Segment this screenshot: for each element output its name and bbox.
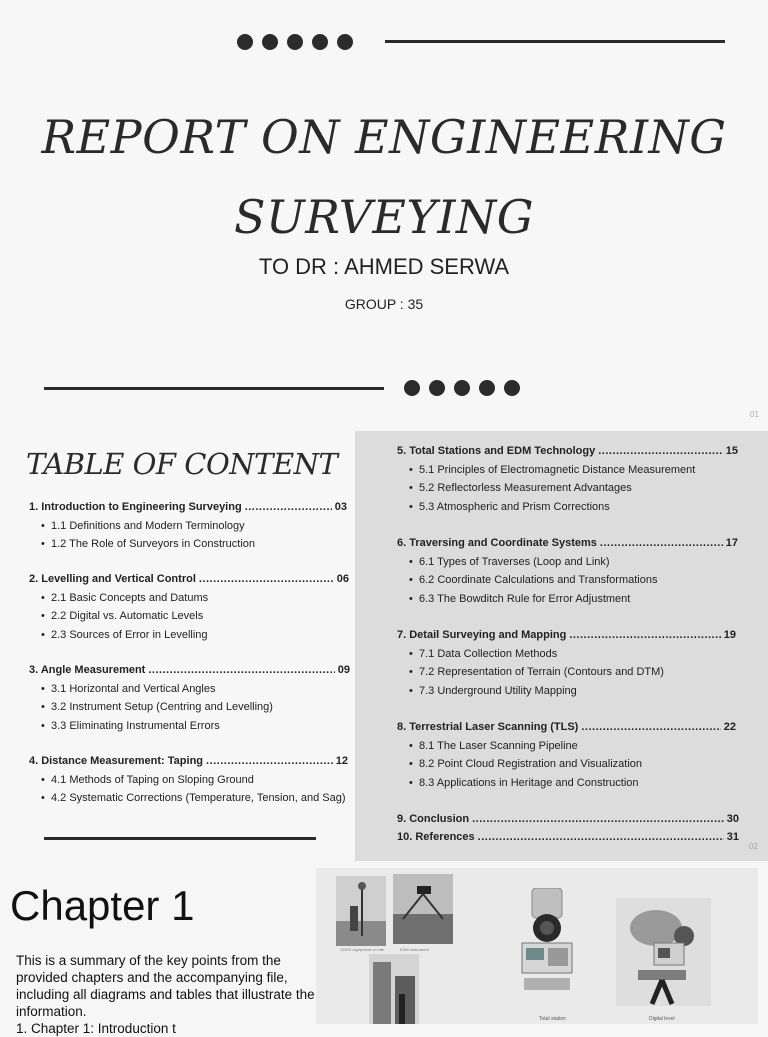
total-station-caption: Total station — [539, 1016, 566, 1022]
toc-subsection: • 6.2 Coordinate Calculations and Transformations — [409, 571, 738, 590]
toc-section-label: 3. Angle Measurement — [29, 664, 146, 676]
toc-section-label: 4. Distance Measurement: Taping — [29, 755, 204, 767]
top-dots-ornament — [237, 34, 353, 50]
chapter-title: Chapter 1 — [10, 882, 195, 929]
digital-level-caption: Digital level — [649, 1016, 675, 1022]
bottom-dots-ornament — [404, 380, 520, 396]
gnss-caption: GNSS equipment on site — [340, 947, 385, 952]
edm-photo — [393, 874, 453, 944]
toc-heading: TABLE OF CONTENT — [26, 447, 338, 481]
toc-page-ref: 22 — [723, 721, 736, 733]
toc-section — [29, 661, 350, 735]
toc-section — [397, 534, 738, 608]
toc-subsection: • 1.2 The Role of Surveyors in Construction — [41, 535, 347, 554]
leader-dots — [598, 442, 723, 461]
toc-section-label: 1. Introduction to Engineering Surveying — [29, 501, 242, 513]
cover-page — [0, 0, 768, 428]
toc-section-label: 9. Conclusion — [397, 813, 470, 825]
bottom-rule — [44, 387, 384, 390]
toc-bottom-rule — [44, 837, 316, 840]
toc-section — [29, 570, 349, 644]
ornament-dot — [237, 34, 253, 50]
toc-page-ref: 31 — [726, 831, 739, 843]
toc-subsection: • 8.3 Applications in Heritage and Construction — [409, 774, 736, 793]
toc-subsection: • 2.1 Basic Concepts and Datums — [41, 589, 349, 608]
group-line: GROUP : 35 — [344, 296, 424, 312]
toc-page-ref: 30 — [726, 813, 739, 825]
instrument-photos-panel — [316, 868, 758, 1024]
toc-section-label: 5. Total Stations and EDM Technology — [397, 445, 596, 457]
toc-subsection: • 5.1 Principles of Electromagnetic Distance Measurement — [409, 461, 738, 480]
toc-section-label: 7. Detail Surveying and Mapping — [397, 629, 567, 641]
toc-subsection: • 7.3 Underground Utility Mapping — [409, 682, 736, 701]
toc-subsection: • 8.2 Point Cloud Registration and Visualization — [409, 755, 736, 774]
toc-section — [397, 626, 736, 700]
leader-dots — [245, 498, 332, 517]
toc-page-ref: 06 — [336, 573, 349, 585]
ornament-dot — [312, 34, 328, 50]
toc-subsection: • 1.1 Definitions and Modern Terminology — [41, 517, 347, 536]
ornament-dot — [287, 34, 303, 50]
toc-page-ref: 15 — [725, 445, 738, 457]
toc-subsection: • 3.3 Eliminating Instrumental Errors — [41, 717, 350, 736]
toc-section — [397, 828, 739, 847]
toc-section-label: 2. Levelling and Vertical Control — [29, 573, 196, 585]
toc-subsection: • 8.1 The Laser Scanning Pipeline — [409, 737, 736, 756]
ornament-dot — [504, 380, 520, 396]
ornament-dot — [454, 380, 470, 396]
leader-dots — [569, 626, 720, 645]
toc-section-label: 10. References — [397, 831, 475, 843]
report-title-line-1: REPORT ON ENGINEERING — [41, 110, 727, 164]
ornament-dot — [479, 380, 495, 396]
toc-subsection: • 4.2 Systematic Corrections (Temperature, Tension, and Sag) — [41, 789, 348, 808]
ornament-dot — [404, 380, 420, 396]
toc-subsection: • 7.1 Data Collection Methods — [409, 645, 736, 664]
leader-dots — [206, 752, 333, 771]
top-rule — [385, 40, 725, 43]
ornament-dot — [337, 34, 353, 50]
toc-subsection: • 2.2 Digital vs. Automatic Levels — [41, 607, 349, 626]
leader-dots — [478, 828, 724, 847]
chapter-summary-cut: 1. Chapter 1: Introduction t — [16, 1021, 176, 1036]
toc-page-ref: 09 — [337, 664, 350, 676]
page-number: 02 — [749, 842, 758, 851]
gnss-photo — [336, 876, 386, 946]
toc-section-label: 8. Terrestrial Laser Scanning (TLS) — [397, 721, 579, 733]
leader-dots — [199, 570, 334, 589]
toc-section-label: 6. Traversing and Coordinate Systems — [397, 537, 597, 549]
toc-section — [397, 442, 738, 516]
toc-subsection: • 3.2 Instrument Setup (Centring and Levelling) — [41, 698, 350, 717]
site-photo — [369, 954, 419, 1024]
toc-section — [29, 752, 348, 808]
edm-caption: EDM instrument — [400, 947, 429, 952]
toc-subsection: • 3.1 Horizontal and Vertical Angles — [41, 680, 350, 699]
toc-page-ref: 19 — [723, 629, 736, 641]
toc-section — [29, 498, 347, 554]
digital-level-photo — [616, 898, 711, 1006]
toc-subsection: • 4.1 Methods of Taping on Sloping Ground — [41, 771, 348, 790]
leader-dots — [600, 534, 723, 553]
toc-subsection: • 6.3 The Bowditch Rule for Error Adjustment — [409, 590, 738, 609]
toc-section — [397, 718, 736, 792]
total-station-photo — [512, 888, 582, 1014]
page-number: 01 — [750, 410, 759, 419]
leader-dots — [581, 718, 720, 737]
report-title-line-2: SURVEYING — [233, 190, 535, 244]
toc-subsection: • 7.2 Representation of Terrain (Contours and DTM) — [409, 663, 736, 682]
toc-page-ref: 17 — [725, 537, 738, 549]
toc-subsection: • 6.1 Types of Traverses (Loop and Link) — [409, 553, 738, 572]
ornament-dot — [429, 380, 445, 396]
ornament-dot — [262, 34, 278, 50]
leader-dots — [148, 661, 334, 680]
toc-section — [397, 810, 739, 829]
toc-subsection: • 5.2 Reflectorless Measurement Advantages — [409, 479, 738, 498]
chapter-summary — [16, 952, 316, 1037]
chapter-summary-text: This is a summary of the key points from the provided chapters and the accompanying file, including all diagrams and tables that illustrate the information. — [16, 953, 315, 1019]
toc-subsection: • 5.3 Atmospheric and Prism Corrections — [409, 498, 738, 517]
leader-dots — [472, 810, 724, 829]
toc-page-ref: 03 — [334, 501, 347, 513]
recipient-line: TO DR : AHMED SERWA — [258, 254, 510, 279]
toc-page-ref: 12 — [335, 755, 348, 767]
toc-subsection: • 2.3 Sources of Error in Levelling — [41, 626, 349, 645]
